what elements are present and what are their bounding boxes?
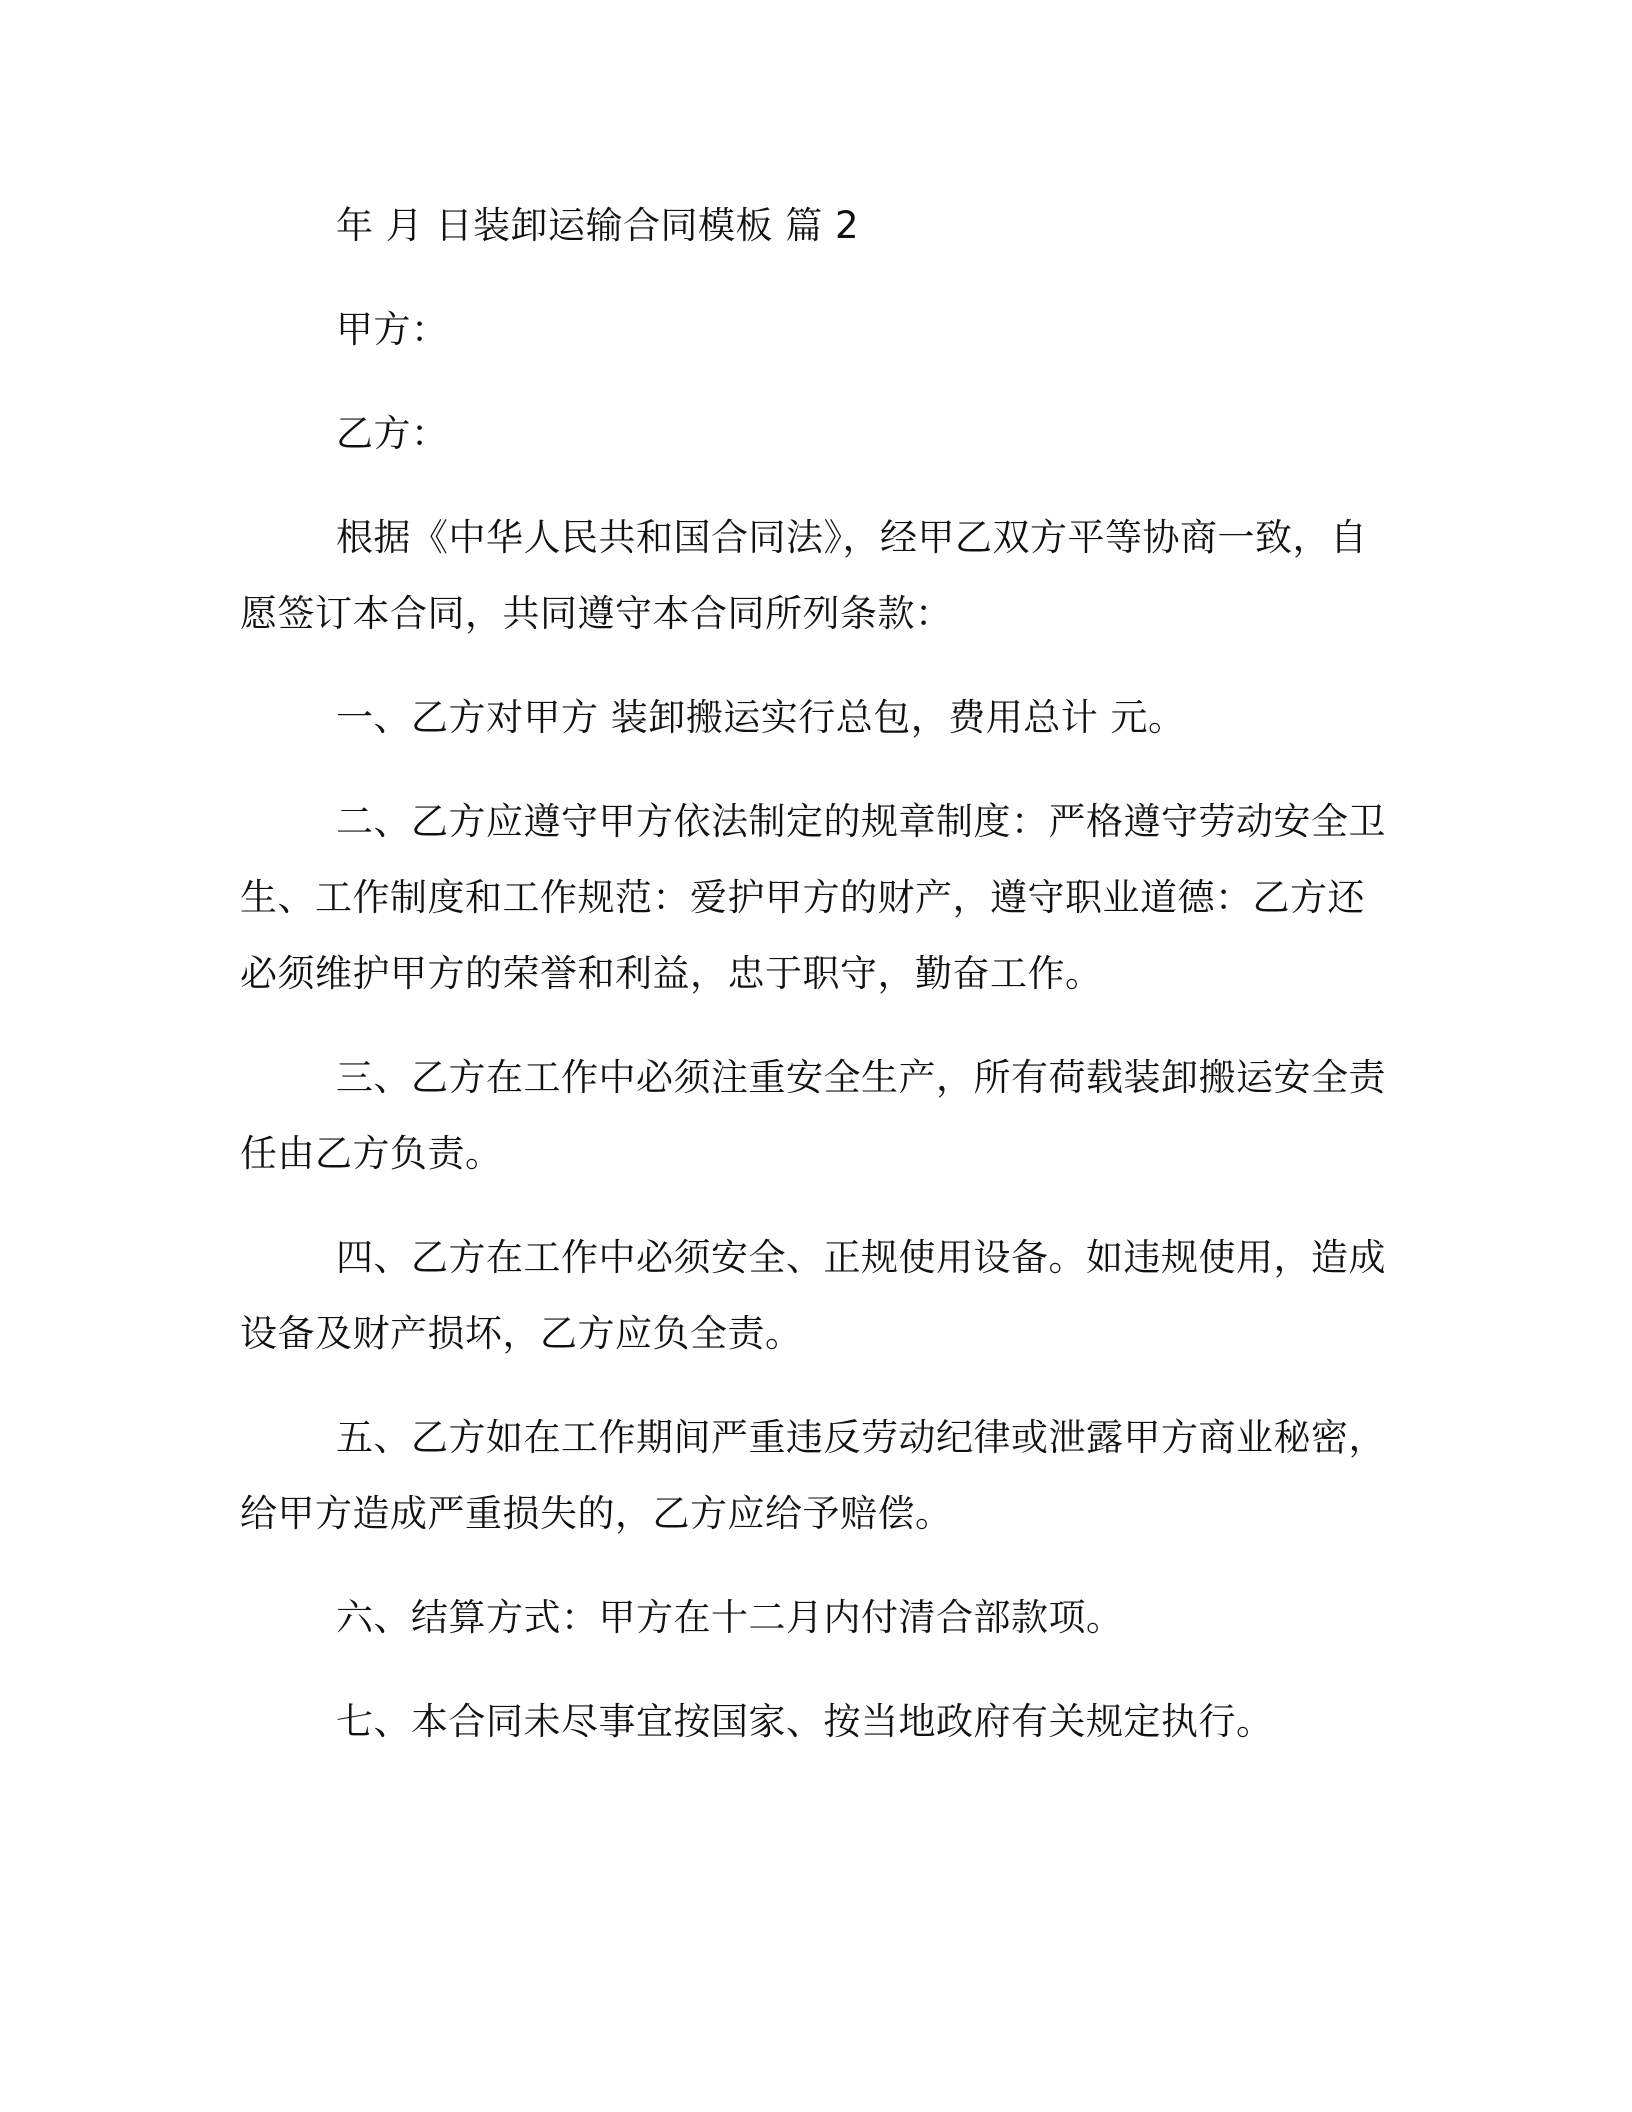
clause-4: 四、乙方在工作中必须安全、正规使用设备。如违规使用，造成设备及财产损坏，乙方应负全责。	[240, 1236, 1386, 1355]
clause-6: 六、结算方式：甲方在十二月内付清合部款项。	[336, 1596, 1124, 1639]
clause-2: 二、乙方应遵守甲方依法制定的规章制度：严格遵守劳动安全卫生、工作制度和工作规范：爱护甲方的财产，遵守职业道德：乙方还必须维护甲方的荣誉和利益，忠于职守，勤奋工作。	[240, 800, 1386, 995]
preamble-paragraph: 根据《中华人民共和国合同法》，经甲乙双方平等协商一致，自愿签订本合同，共同遵守本合同所列条款：	[240, 516, 1368, 635]
clause-1: 一、乙方对甲方 装卸搬运实行总包，费用总计 元。	[336, 696, 1186, 739]
document-title: 年 月 日装卸运输合同模板 篇 2	[336, 204, 860, 247]
party-b-label: 乙方：	[336, 412, 449, 455]
clause-3: 三、乙方在工作中必须注重安全生产，所有荷载装卸搬运安全责任由乙方负责。	[240, 1056, 1386, 1175]
clause-5: 五、乙方如在工作期间严重违反劳动纪律或泄露甲方商业秘密，给甲方造成严重损失的，乙方应给予赔偿。	[240, 1416, 1386, 1535]
party-a-label: 甲方：	[336, 308, 449, 351]
clause-7: 七、本合同未尽事宜按国家、按当地政府有关规定执行。	[336, 1700, 1274, 1743]
document-body	[240, 188, 1392, 1788]
